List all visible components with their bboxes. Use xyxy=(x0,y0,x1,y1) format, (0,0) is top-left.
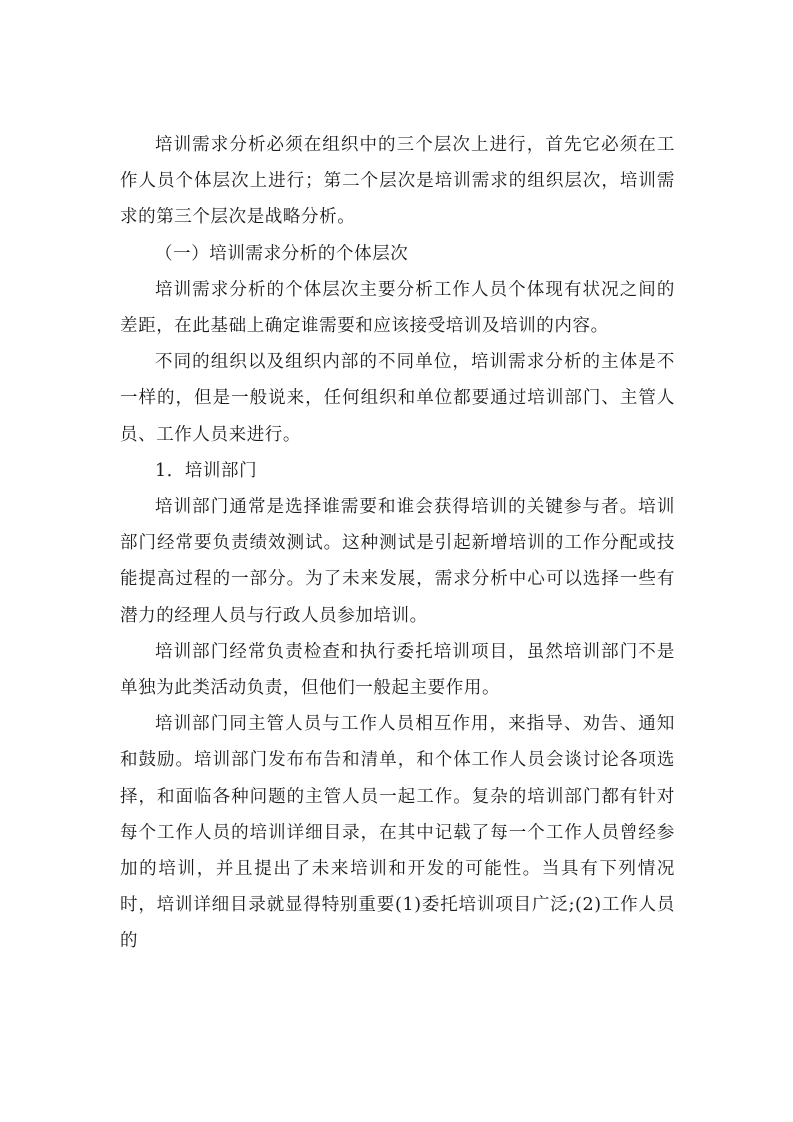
document-page xyxy=(120,127,675,960)
paragraph-delegated-programs: 培训部门经常负责检查和执行委托培训项目，虽然培训部门不是单独为此类活动负责，但他们一般起主要作用。 xyxy=(120,641,675,699)
paragraph-analysis-subjects: 不同的组织以及组织内部的不同单位，培训需求分析的主体是不一样的，但是一般说来，任何组织和单位都要通过培训部门、主管人员、工作人员来进行。 xyxy=(120,352,675,445)
section-heading-individual-level: （一）培训需求分析的个体层次 xyxy=(155,243,409,264)
paragraph-training-department-role: 培训部门通常是选择谁需要和谁会获得培训的关键参与者。培训部门经常要负责绩效测试。这种测试是引起新增培训的工作分配或技能提高过程的一部分。为了未来发展，需求分析中心可以选择一些有潜力的经理人员与行政人员参加培训。 xyxy=(120,497,675,626)
subsection-heading-training-department: 1．培训部门 xyxy=(155,460,258,481)
paragraph-individual-level: 培训需求分析的个体层次主要分析工作人员个体现有状况之间的差距，在此基础上确定谁需要和应该接受培训及培训的内容。 xyxy=(120,279,675,337)
paragraph-interaction: 培训部门同主管人员与工作人员相互作用，来指导、劝告、通知和鼓励。培训部门发布布告和清单，和个体工作人员会谈讨论各项选择，和面临各种问题的主管人员一起工作。复杂的培训部门都有针对每个工作人员的培训详细目录，在其中记载了每一个工作人员曾经参加的培训，并且提出了未来培训和开发的可能性。当具有下列情况时，培训详细目录就显得特别重要(1)委托培训项目广泛;(2)工作人员的 xyxy=(120,714,675,952)
paragraph-intro: 培训需求分析必须在组织中的三个层次上进行，首先它必须在工作人员个体层次上进行；第二个层次是培训需求的组织层次，培训需求的第三个层次是战略分析。 xyxy=(120,135,675,228)
